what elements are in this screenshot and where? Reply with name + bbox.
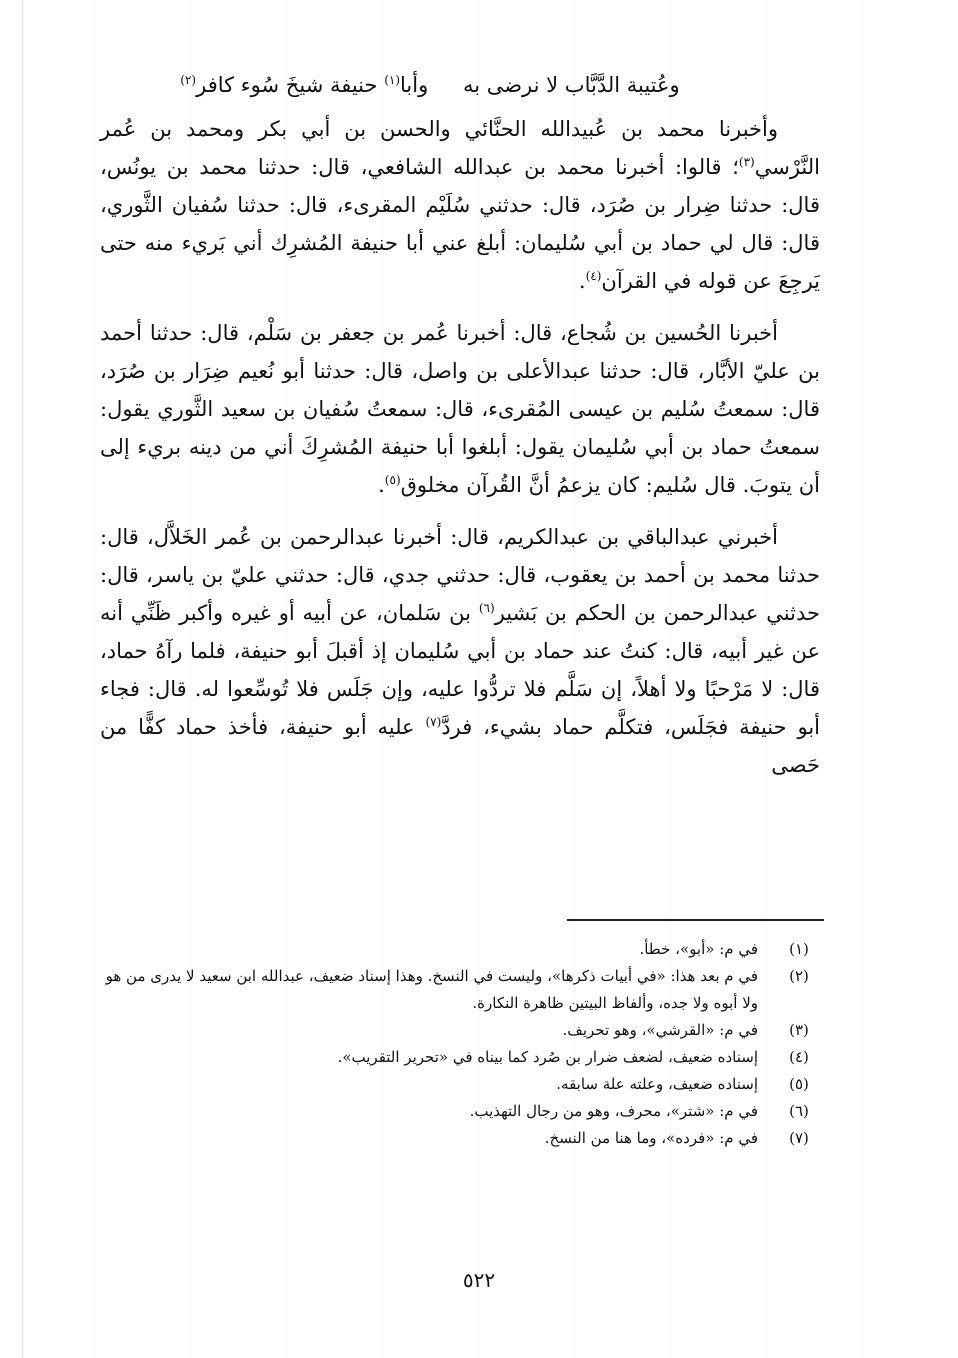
footnote-item xyxy=(100,936,824,963)
footnote-text: في م بعد هذا: «في أبيات ذكرها»، وليست في النسخ. وهذا إسناد ضعيف، عبدالله ابن سعيد لا يدرى من هو ولا أبوه ولا جده، وألفاظ البيتين ظاهرة النكارة. xyxy=(105,967,758,1012)
text-run: وأخبرنا محمد بن عُبيدالله الحنَّائي والحسن بن أبي بكر ومحمد بن عُمر النَّرْسي xyxy=(100,117,820,179)
verse-right-hemistich: وعُتيبة الدَّبَّاب لا نرضى به xyxy=(462,73,680,97)
footnote-text: في م: «أبو»، خطأ. xyxy=(639,940,758,958)
footnote-item xyxy=(100,1098,824,1125)
footnote-number: (٥) xyxy=(789,1075,809,1093)
text-run: أخبرنا الحُسين بن شُجاع، قال: أخبرنا عُمر بن جعفر بن سَلْم، قال: حدثنا أحمد بن عليّ الأبَّار، قال: حدثنا عبدالأعلى بن واصل، قال: حدثنا أبو نُعيم ضِرَار بن صُرَد، قال: سمعتُ سُليم بن عيسى المُقرىء، قال: سمعتُ سُفيان بن سعيد الثَّوري يقول: سمعتُ حماد بن أبي سُليمان يقول: أبلغوا أبا حنيفة المُشرِكَ أني من دينه بريء إلى أن يتوبَ. قال سُليم: كان يزعمُ أنَّ القُرآن مخلوق xyxy=(100,321,820,497)
footnote-item xyxy=(100,1071,824,1098)
footnote-number: (٧) xyxy=(789,1129,809,1147)
text-run: عليه أبو حنيفة، فأخذ حماد كفًّا من حَصى xyxy=(100,715,820,777)
footnote-text: إسناده ضعيف، وعلته علة سابقه. xyxy=(556,1075,758,1093)
page-number: ٥٢٢ xyxy=(462,1268,496,1292)
footnote-text: إسناده ضعيف، لضعف ضرار بن صُرد كما بيناه في «تحرير التقريب». xyxy=(337,1048,758,1066)
footnote-item xyxy=(100,1125,824,1152)
footnote-item xyxy=(100,1044,824,1071)
footnotes xyxy=(100,936,824,1152)
poetry-verse xyxy=(100,66,820,104)
footnote-ref-3: (٣) xyxy=(738,155,755,169)
footnote-ref-2: (٢) xyxy=(180,73,197,87)
footnote-number: (٢) xyxy=(789,967,809,985)
main-text xyxy=(100,66,820,794)
text-run: ؛ قالوا: أخبرنا محمد بن عبدالله الشافعي، قال: حدثنا محمد بن يونُس، قال: حدثنا ضِرار بن صُرَد، قال: حدثني سُلَيْم المقرىء، قال: حدثنا سُفيان الثَّوري، قال: قال لي حماد بن أبي سُليمان: أبلغ عني أبا حنيفة المُشرِك أني بَريء منه حتى يَرجِعَ عن قوله في القرآن xyxy=(100,155,820,293)
footnote-text: في م: «القرشي»، وهو تحريف. xyxy=(562,1021,758,1039)
verse-left-hemistich xyxy=(180,66,428,104)
footnote-text: في م: «فرده»، وما هنا من النسخ. xyxy=(544,1129,758,1147)
text-run: . xyxy=(378,473,385,497)
footnote-separator xyxy=(567,919,824,921)
footnote-number: (٤) xyxy=(789,1048,809,1066)
footnote-item xyxy=(100,1017,824,1044)
footnote-ref-6: (٦) xyxy=(478,601,495,615)
footnote-ref-4: (٤) xyxy=(585,269,602,283)
footnote-ref-5: (٥) xyxy=(384,473,401,487)
paragraph-1 xyxy=(100,110,820,300)
text-run: أخبرني عبدالباقي بن عبدالكريم، قال: أخبرنا عبدالرحمن بن عُمر الخَلاَّل، قال: حدثنا محمد بن أحمد بن يعقوب، قال: حدثني جدي، قال: حدثني عليّ بن ياسر، قال: حدثني عبدالرحمن بن الحكم بن بَشير xyxy=(100,525,820,625)
verse-left-word: وأبا xyxy=(400,73,429,97)
verse-left-rest: حنيفة شيخَ سُوء كافر xyxy=(196,73,378,97)
footnote-item xyxy=(100,963,824,1017)
footnote-number: (١) xyxy=(789,940,809,958)
footnote-ref-7: (٧) xyxy=(425,715,442,729)
footnote-ref-1: (١) xyxy=(384,73,401,87)
text-run: بن سَلمان، عن أبيه أو غيره وأكبر ظَنِّي أنه عن غير أبيه، قال: كنتُ عند حماد بن أبي سُليمان إذ أقبلَ أبو حنيفة، فلما رآهُ حماد، قال: لا مَرْحبًا ولا أهلاً، إن سَلَّم فلا تردُّوا عليه، وإن جَلَس فلا تُوسِّعوا له. قال: فجاء أبو حنيفة فجَلَس، فتكلَّم حماد بشيء، فردَّ xyxy=(100,601,821,739)
footnote-text: في م: «شتر»، محرف، وهو من رجال التهذيب. xyxy=(469,1102,758,1120)
footnote-number: (٣) xyxy=(789,1021,809,1039)
paragraph-3 xyxy=(100,518,820,784)
paragraph-2 xyxy=(100,314,820,504)
text-run: . xyxy=(578,269,586,293)
footnote-number: (٦) xyxy=(789,1102,809,1120)
